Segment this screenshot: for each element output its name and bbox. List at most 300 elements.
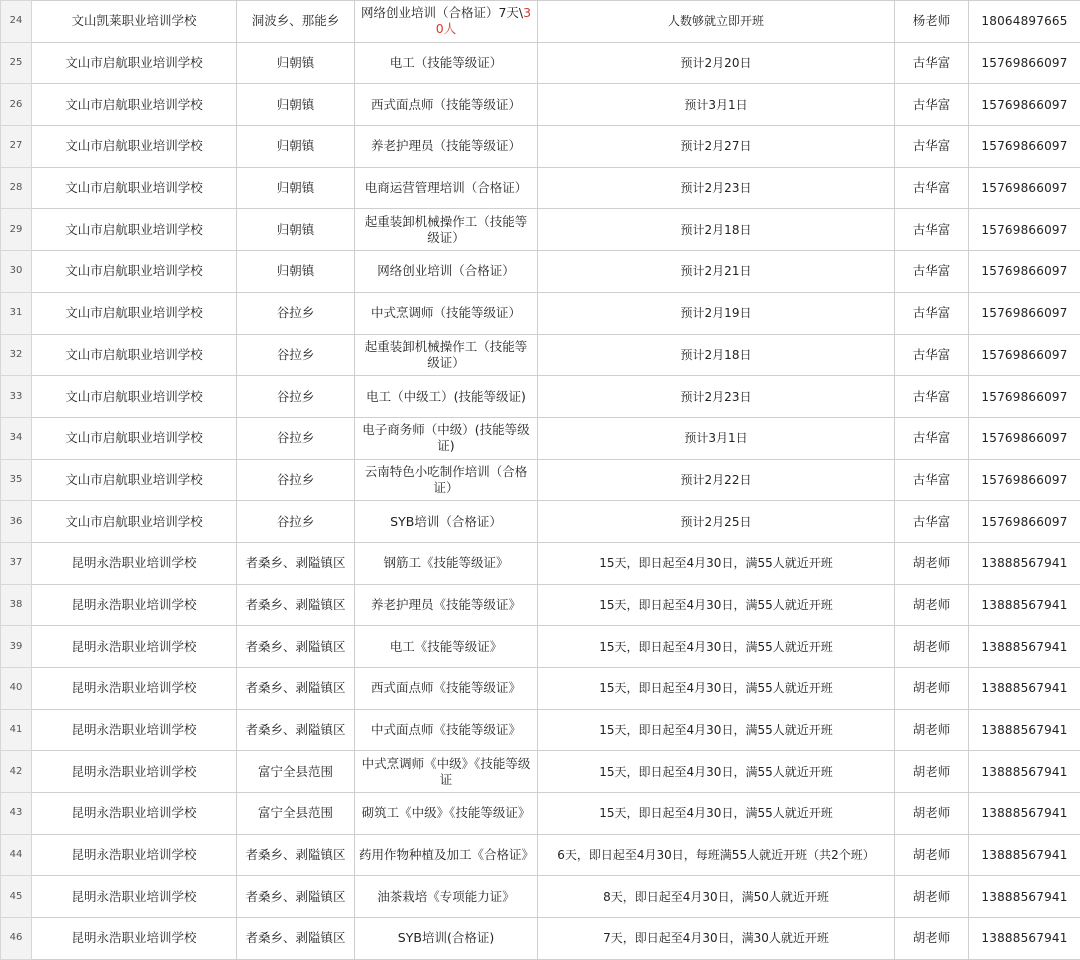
school-text: 文山市启航职业培训学校 [65,222,203,237]
teacher-text: 胡老师 [913,680,951,695]
area-text: 者桑乡、剥隘镇区 [245,639,345,654]
phone-cell [969,251,1080,293]
schedule-text: 预计2月18日 [681,348,752,362]
school-cell [32,417,237,459]
area-cell [237,167,355,209]
course-text: 西式面点师《技能等级证》 [371,680,521,695]
area-cell [237,626,355,668]
schedule-cell [538,709,895,751]
row-number-cell [1,417,32,459]
row-number-text: 40 [10,682,23,693]
school-text: 文山市启航职业培训学校 [65,430,203,445]
area-cell [237,292,355,334]
area-text: 归朝镇 [277,55,315,70]
table-row [1,876,1080,918]
row-number-text: 24 [10,15,23,26]
schedule-text: 15天，即日起至4月30日，满55人就近开班 [599,681,832,695]
course-text: 中式面点师《技能等级证》 [371,722,521,737]
course-cell [355,459,538,501]
course-text: 中式烹调师《中级》《技能等级证 [362,756,531,787]
row-number-cell [1,376,32,418]
schedule-cell [538,501,895,543]
schedule-cell [538,459,895,501]
teacher-text: 胡老师 [913,930,951,945]
teacher-text: 古华富 [913,97,951,112]
row-number-cell [1,209,32,251]
schedule-cell [538,167,895,209]
phone-text: 13888567941 [981,640,1067,654]
schedule-cell [538,251,895,293]
course-cell [355,167,538,209]
phone-text: 15769866097 [981,98,1067,112]
phone-cell [969,334,1080,376]
table-row [1,376,1080,418]
schedule-cell [538,42,895,84]
schedule-cell [538,834,895,876]
school-cell [32,1,237,43]
phone-text: 13888567941 [981,681,1067,695]
phone-cell [969,42,1080,84]
row-number-text: 38 [10,599,23,610]
phone-cell [969,668,1080,710]
schedule-cell [538,584,895,626]
table-row [1,126,1080,168]
area-text: 者桑乡、剥隘镇区 [245,555,345,570]
school-cell [32,709,237,751]
schedule-cell [538,417,895,459]
schedule-cell [538,793,895,835]
teacher-cell [895,501,969,543]
phone-text: 15769866097 [981,473,1067,487]
area-text: 归朝镇 [277,263,315,278]
course-text: 电工（技能等级证） [390,55,503,70]
table-row [1,42,1080,84]
course-cell [355,584,538,626]
row-number-text: 25 [10,57,23,68]
phone-cell [969,918,1080,960]
row-number-cell [1,626,32,668]
area-text: 归朝镇 [277,97,315,112]
area-cell [237,542,355,584]
table-row [1,626,1080,668]
teacher-text: 胡老师 [913,639,951,654]
area-cell [237,876,355,918]
school-cell [32,126,237,168]
teacher-text: 胡老师 [913,805,951,820]
row-number-cell [1,918,32,960]
school-cell [32,834,237,876]
school-text: 文山凯莱职业培训学校 [71,13,196,28]
row-number-cell [1,751,32,793]
table-row [1,918,1080,960]
course-text: 油茶栽培《专项能力证》 [377,889,515,904]
phone-text: 13888567941 [981,890,1067,904]
row-number-text: 35 [10,474,23,485]
course-cell [355,1,538,43]
school-text: 文山市启航职业培训学校 [65,514,203,529]
phone-text: 15769866097 [981,348,1067,362]
school-cell [32,251,237,293]
schedule-cell [538,84,895,126]
phone-text: 13888567941 [981,723,1067,737]
teacher-cell [895,751,969,793]
school-cell [32,501,237,543]
teacher-cell [895,793,969,835]
phone-text: 15769866097 [981,390,1067,404]
course-text: 起重装卸机械操作工（技能等级证） [365,339,528,370]
phone-text: 13888567941 [981,848,1067,862]
teacher-cell [895,459,969,501]
course-cell [355,751,538,793]
row-number-cell [1,834,32,876]
schedule-text: 15天，即日起至4月30日，满55人就近开班 [599,640,832,654]
row-number-text: 46 [10,932,23,943]
school-text: 昆明永浩职业培训学校 [71,889,196,904]
phone-cell [969,834,1080,876]
row-number-cell [1,793,32,835]
course-extra-text: 30人 [436,5,531,36]
table-row [1,542,1080,584]
schedule-cell [538,542,895,584]
teacher-text: 胡老师 [913,889,951,904]
teacher-cell [895,42,969,84]
phone-text: 15769866097 [981,181,1067,195]
course-cell [355,918,538,960]
course-cell [355,42,538,84]
teacher-text: 古华富 [913,514,951,529]
schedule-text: 预计2月25日 [681,515,752,529]
schedule-cell [538,1,895,43]
course-text: 养老护理员《技能等级证》 [371,597,521,612]
course-text: 钢筋工《技能等级证》 [383,555,508,570]
school-cell [32,918,237,960]
teacher-text: 古华富 [913,55,951,70]
row-number-cell [1,292,32,334]
row-number-cell [1,167,32,209]
course-cell [355,376,538,418]
phone-text: 13888567941 [981,806,1067,820]
area-text: 谷拉乡 [277,514,315,529]
course-text: 砌筑工《中级》《技能等级证》 [362,805,531,820]
course-cell [355,668,538,710]
row-number-text: 39 [10,641,23,652]
area-text: 谷拉乡 [277,430,315,445]
table-row [1,209,1080,251]
teacher-text: 古华富 [913,472,951,487]
school-cell [32,292,237,334]
school-cell [32,668,237,710]
area-cell [237,251,355,293]
schedule-text: 预计2月21日 [681,264,752,278]
course-text: 养老护理员（技能等级证） [371,138,521,153]
table-body [1,1,1080,960]
area-text: 者桑乡、剥隘镇区 [245,722,345,737]
teacher-cell [895,251,969,293]
course-cell [355,501,538,543]
table-row [1,709,1080,751]
phone-cell [969,84,1080,126]
phone-cell [969,1,1080,43]
phone-cell [969,376,1080,418]
school-cell [32,459,237,501]
schedule-cell [538,668,895,710]
schedule-text: 15天，即日起至4月30日，满55人就近开班 [599,765,832,779]
phone-cell [969,876,1080,918]
teacher-text: 胡老师 [913,722,951,737]
phone-cell [969,209,1080,251]
phone-cell [969,751,1080,793]
school-cell [32,626,237,668]
school-text: 文山市启航职业培训学校 [65,263,203,278]
area-cell [237,751,355,793]
phone-text: 18064897665 [981,14,1067,28]
area-text: 者桑乡、剥隘镇区 [245,847,345,862]
teacher-cell [895,126,969,168]
area-text: 谷拉乡 [277,389,315,404]
row-number-text: 45 [10,891,23,902]
teacher-cell [895,626,969,668]
school-cell [32,376,237,418]
school-text: 文山市启航职业培训学校 [65,180,203,195]
school-text: 昆明永浩职业培训学校 [71,805,196,820]
phone-text: 15769866097 [981,139,1067,153]
area-text: 洞波乡、那能乡 [252,13,340,28]
area-text: 归朝镇 [277,138,315,153]
course-text: SYB培训（合格证） [390,514,502,529]
row-number-text: 32 [10,349,23,360]
teacher-cell [895,542,969,584]
table-row [1,834,1080,876]
area-text: 谷拉乡 [277,305,315,320]
row-number-text: 42 [10,766,23,777]
school-text: 昆明永浩职业培训学校 [71,930,196,945]
schedule-text: 15天，即日起至4月30日，满55人就近开班 [599,806,832,820]
teacher-text: 古华富 [913,180,951,195]
area-cell [237,501,355,543]
course-cell [355,542,538,584]
phone-text: 15769866097 [981,515,1067,529]
schedule-cell [538,126,895,168]
school-cell [32,167,237,209]
area-text: 者桑乡、剥隘镇区 [245,680,345,695]
table-row [1,668,1080,710]
area-text: 者桑乡、剥隘镇区 [245,597,345,612]
course-cell [355,876,538,918]
course-text: 云南特色小吃制作培训（合格证） [365,464,528,495]
school-cell [32,334,237,376]
area-cell [237,126,355,168]
area-cell [237,417,355,459]
row-number-text: 34 [10,432,23,443]
teacher-cell [895,417,969,459]
phone-text: 15769866097 [981,431,1067,445]
area-cell [237,709,355,751]
schedule-cell [538,334,895,376]
phone-text: 15769866097 [981,306,1067,320]
school-text: 昆明永浩职业培训学校 [71,639,196,654]
schedule-cell [538,376,895,418]
teacher-cell [895,209,969,251]
phone-text: 15769866097 [981,56,1067,70]
teacher-cell [895,292,969,334]
course-text: 电工（中级工）(技能等级证) [366,389,526,404]
row-number-cell [1,126,32,168]
teacher-cell [895,709,969,751]
phone-text: 15769866097 [981,264,1067,278]
teacher-text: 古华富 [913,389,951,404]
schedule-text: 预计2月20日 [681,56,752,70]
school-cell [32,84,237,126]
schedule-text: 预计2月27日 [681,139,752,153]
table-row [1,251,1080,293]
teacher-text: 胡老师 [913,764,951,779]
area-text: 归朝镇 [277,222,315,237]
schedule-text: 人数够就立即开班 [668,14,764,28]
row-number-text: 29 [10,224,23,235]
table-row [1,417,1080,459]
row-number-cell [1,42,32,84]
school-cell [32,876,237,918]
table-row [1,1,1080,43]
phone-text: 15769866097 [981,223,1067,237]
course-cell [355,84,538,126]
school-text: 文山市启航职业培训学校 [65,55,203,70]
phone-text: 13888567941 [981,931,1067,945]
schedule-cell [538,918,895,960]
row-number-text: 37 [10,557,23,568]
course-text: 药用作物种植及加工《合格证》 [359,847,534,862]
school-text: 昆明永浩职业培训学校 [71,555,196,570]
teacher-cell [895,668,969,710]
area-text: 者桑乡、剥隘镇区 [245,930,345,945]
phone-text: 13888567941 [981,598,1067,612]
area-cell [237,793,355,835]
teacher-text: 杨老师 [913,13,951,28]
schedule-text: 预计3月1日 [684,98,747,112]
school-text: 文山市启航职业培训学校 [65,97,203,112]
schedule-cell [538,292,895,334]
school-text: 文山市启航职业培训学校 [65,138,203,153]
course-text: SYB培训(合格证) [398,930,494,945]
row-number-cell [1,334,32,376]
schedule-cell [538,876,895,918]
row-number-text: 30 [10,265,23,276]
schedule-cell [538,751,895,793]
teacher-text: 胡老师 [913,597,951,612]
course-text: 西式面点师（技能等级证） [371,97,521,112]
row-number-text: 36 [10,516,23,527]
area-cell [237,834,355,876]
row-number-cell [1,84,32,126]
teacher-text: 胡老师 [913,847,951,862]
table-row [1,167,1080,209]
phone-cell [969,292,1080,334]
phone-cell [969,417,1080,459]
area-text: 谷拉乡 [277,347,315,362]
table-row [1,584,1080,626]
table-row [1,292,1080,334]
area-text: 者桑乡、剥隘镇区 [245,889,345,904]
area-text: 谷拉乡 [277,472,315,487]
teacher-cell [895,584,969,626]
table-row [1,793,1080,835]
school-text: 昆明永浩职业培训学校 [71,597,196,612]
course-text: 电商运营管理培训（合格证） [365,180,528,195]
phone-cell [969,542,1080,584]
row-number-text: 31 [10,307,23,318]
teacher-text: 古华富 [913,138,951,153]
phone-cell [969,709,1080,751]
school-text: 文山市启航职业培训学校 [65,347,203,362]
area-cell [237,209,355,251]
course-text: 网络创业培训（合格证）7天\ [361,5,523,20]
schedule-text: 预计2月18日 [681,223,752,237]
schedule-text: 8天，即日起至4月30日，满50人就近开班 [603,890,829,904]
table-row [1,84,1080,126]
phone-cell [969,459,1080,501]
table-row [1,501,1080,543]
row-number-cell [1,668,32,710]
area-text: 富宁全县范围 [258,805,333,820]
course-cell [355,334,538,376]
course-text: 电子商务师（中级）(技能等级证) [362,422,529,453]
teacher-cell [895,918,969,960]
schedule-text: 预计2月23日 [681,181,752,195]
table-row [1,334,1080,376]
schedule-text: 预计2月23日 [681,390,752,404]
row-number-cell [1,542,32,584]
course-text: 起重装卸机械操作工（技能等级证） [365,214,528,245]
course-cell [355,793,538,835]
area-cell [237,376,355,418]
row-number-cell [1,501,32,543]
phone-text: 13888567941 [981,765,1067,779]
teacher-text: 胡老师 [913,555,951,570]
teacher-text: 古华富 [913,430,951,445]
school-text: 文山市启航职业培训学校 [65,389,203,404]
school-text: 文山市启航职业培训学校 [65,472,203,487]
school-text: 昆明永浩职业培训学校 [71,722,196,737]
school-text: 昆明永浩职业培训学校 [71,764,196,779]
course-cell [355,417,538,459]
row-number-text: 44 [10,849,23,860]
school-cell [32,751,237,793]
row-number-cell [1,459,32,501]
phone-cell [969,126,1080,168]
schedule-text: 7天，即日起至4月30日，满30人就近开班 [603,931,829,945]
course-cell [355,251,538,293]
phone-cell [969,793,1080,835]
course-cell [355,126,538,168]
row-number-cell [1,584,32,626]
phone-cell [969,501,1080,543]
phone-cell [969,626,1080,668]
schedule-text: 预计2月22日 [681,473,752,487]
school-cell [32,793,237,835]
school-cell [32,542,237,584]
area-cell [237,1,355,43]
course-cell [355,709,538,751]
row-number-text: 27 [10,140,23,151]
row-number-text: 43 [10,807,23,818]
teacher-cell [895,376,969,418]
school-text: 昆明永浩职业培训学校 [71,680,196,695]
schedule-text: 预计3月1日 [684,431,747,445]
teacher-cell [895,876,969,918]
school-text: 文山市启航职业培训学校 [65,305,203,320]
teacher-cell [895,167,969,209]
area-text: 归朝镇 [277,180,315,195]
